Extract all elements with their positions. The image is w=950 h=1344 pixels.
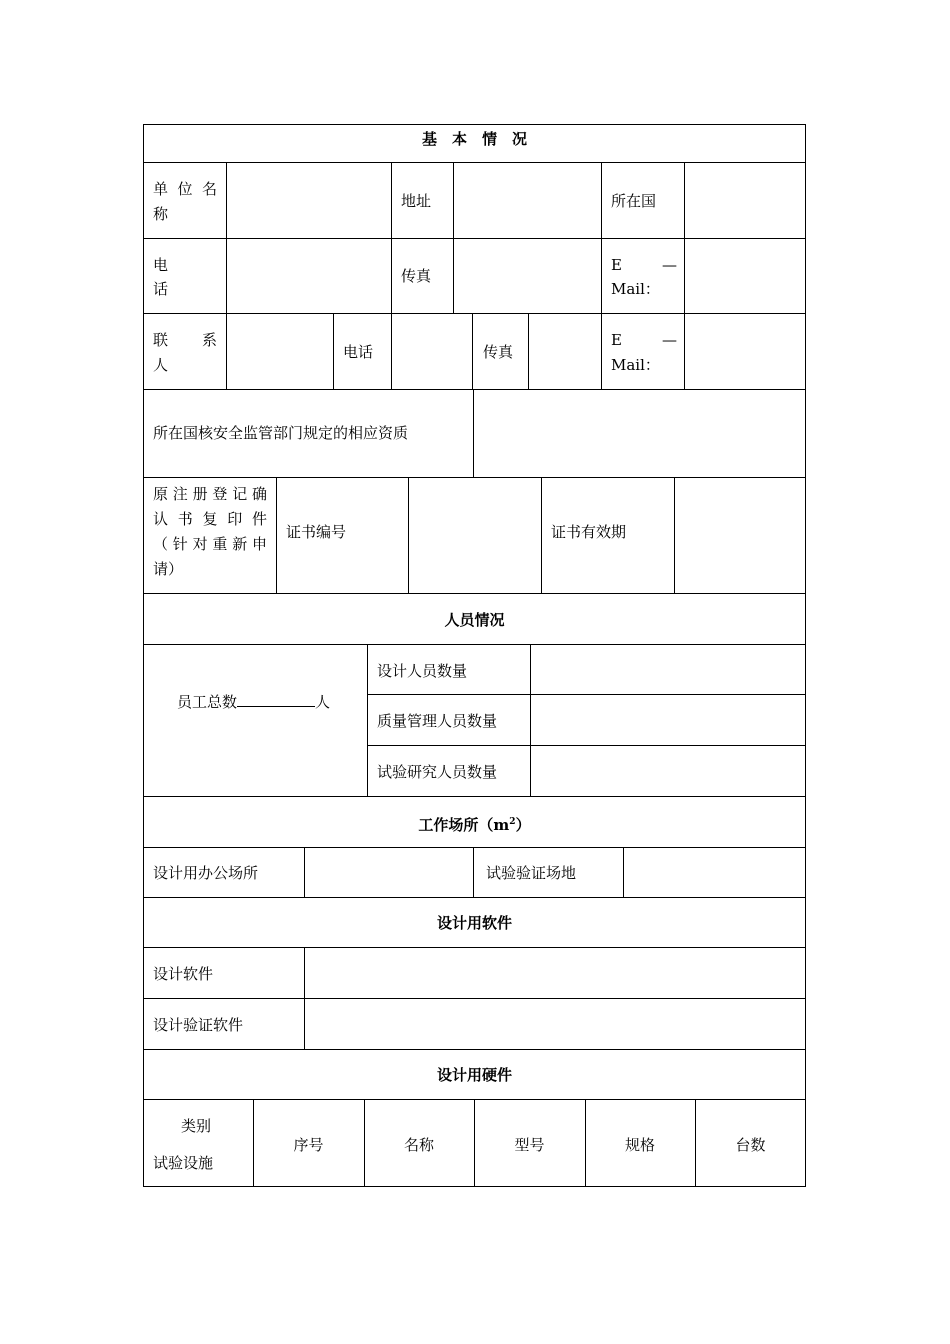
label-address: 地址 (401, 192, 432, 210)
test-site-field[interactable] (624, 848, 805, 896)
verify-software-field[interactable] (305, 999, 805, 1048)
label-phone: 电 (153, 256, 169, 274)
fax-field[interactable] (454, 239, 600, 312)
column-divider (472, 313, 473, 389)
qualification-field[interactable] (474, 390, 805, 476)
office-field[interactable] (305, 848, 472, 896)
label-qm-staff: 质量管理人员数量 (377, 712, 498, 730)
column-divider (276, 477, 277, 593)
label-orig-reg: 原注册登记确 (153, 485, 267, 503)
label-category: 类别 (181, 1117, 212, 1135)
design-software-field[interactable] (305, 948, 805, 997)
label-contact: 联 (153, 331, 169, 349)
cert-no-field[interactable] (409, 478, 540, 592)
header-seq: 序号 (293, 1136, 324, 1154)
column-divider (333, 313, 334, 389)
label-contact-email-dash: — (662, 331, 677, 349)
research-staff-field[interactable] (531, 746, 805, 795)
label-email: E (611, 256, 622, 274)
label-phone-cont: 话 (153, 280, 169, 298)
row-divider (143, 796, 806, 797)
label-design-software: 设计软件 (153, 965, 214, 983)
label-office: 设计用办公场所 (153, 864, 259, 882)
section-title-hardware: 设计用硬件 (436, 1066, 512, 1084)
section-title-staff: 人员情况 (444, 611, 505, 629)
label-test-site: 试验验证场地 (486, 864, 577, 882)
contact-phone-field[interactable] (392, 314, 471, 388)
label-country: 所在国 (611, 192, 657, 210)
qm-staff-field[interactable] (531, 695, 805, 744)
label-orig-reg-3: （针对重新申 (153, 535, 267, 553)
contact-email-field[interactable] (685, 314, 805, 388)
label-cert-validity: 证书有效期 (551, 523, 627, 541)
label-contact-cont: 人 (153, 356, 169, 374)
contact-name-field[interactable] (227, 314, 332, 388)
unit-name-field[interactable] (227, 163, 390, 237)
header-name: 名称 (403, 1136, 434, 1154)
label-email-dash: — (662, 256, 677, 274)
section-title-basic: 基 本 情 况 (421, 130, 527, 148)
label-contact-phone: 电话 (343, 343, 374, 361)
label-email-cont: Mail： (611, 280, 660, 298)
label-total-staff: 员工总数 人 (177, 693, 331, 711)
column-divider (367, 644, 368, 796)
header-spec: 规格 (624, 1136, 655, 1154)
section-title-workplace: 工作场所$(m^2)$ (418, 816, 531, 834)
country-field[interactable] (685, 163, 805, 237)
label-fax: 传真 (401, 267, 432, 285)
section-title-software: 设计用软件 (436, 914, 512, 932)
label-contact-mid: 系 (202, 331, 218, 349)
label-research-staff: 试验研究人员数量 (377, 763, 498, 781)
label-verify-software: 设计验证软件 (153, 1016, 244, 1034)
label-designers: 设计人员数量 (377, 662, 468, 680)
label-unit-name: 单 位 名 (153, 180, 217, 198)
header-model: 型号 (514, 1136, 545, 1154)
label-contact-email-cont: Mail： (611, 356, 660, 374)
designers-field[interactable] (531, 645, 805, 693)
label-qualification: 所在国核安全监管部门规定的相应资质 (153, 424, 409, 442)
address-field[interactable] (454, 163, 600, 237)
column-divider (473, 847, 474, 897)
phone-field[interactable] (227, 239, 390, 312)
label-orig-reg-2: 认 书 复 印 件 (153, 510, 267, 528)
row-divider (143, 1049, 806, 1050)
label-cert-no: 证书编号 (286, 523, 347, 541)
label-unit-name-cont: 称 (153, 205, 169, 223)
label-orig-reg-4: 请） (153, 560, 184, 578)
label-test-facility: 试验设施 (153, 1154, 214, 1172)
column-divider (601, 162, 602, 389)
row-divider (143, 897, 806, 898)
header-count: 台数 (735, 1136, 766, 1154)
total-staff-blank[interactable] (237, 692, 315, 707)
cert-validity-field[interactable] (675, 478, 805, 592)
label-contact-fax: 传真 (483, 343, 514, 361)
label-contact-email: E (611, 331, 622, 349)
email-field[interactable] (685, 239, 805, 312)
contact-fax-field[interactable] (529, 314, 600, 388)
column-divider (391, 162, 392, 313)
row-divider (143, 593, 806, 594)
column-divider (541, 477, 542, 593)
